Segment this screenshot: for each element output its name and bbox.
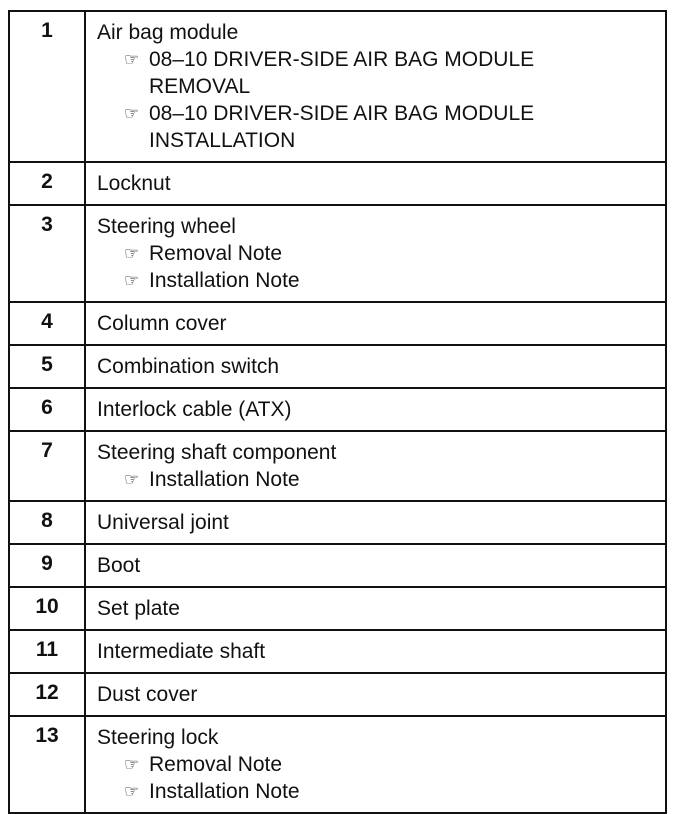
pointing-hand-icon: ☞: [124, 271, 140, 290]
table-row: [10, 162, 665, 205]
item-number: 1: [10, 12, 85, 162]
table-row: [10, 302, 665, 345]
reference-link[interactable]: [97, 751, 665, 778]
item-name: Boot: [97, 554, 141, 577]
item-name: Steering lock: [97, 726, 219, 749]
pointing-hand-icon: ☞: [124, 104, 140, 123]
item-number: 13: [10, 716, 85, 812]
table-row: [10, 587, 665, 630]
item-number: 8: [10, 501, 85, 544]
item-number: 9: [10, 544, 85, 587]
item-name: Dust cover: [97, 683, 198, 706]
reference-text: Installation Note: [149, 780, 300, 803]
table-row: [10, 673, 665, 716]
table-row: [10, 205, 665, 302]
item-number: 7: [10, 431, 85, 501]
pointing-hand-icon: ☞: [124, 50, 140, 69]
item-number: 11: [10, 630, 85, 673]
table-row: [10, 544, 665, 587]
pointing-hand-icon: ☞: [124, 244, 140, 263]
table-row: [10, 388, 665, 431]
item-name: Interlock cable (ATX): [97, 398, 292, 421]
reference-link[interactable]: [97, 46, 665, 100]
item-name: Universal joint: [97, 511, 229, 534]
item-number: 12: [10, 673, 85, 716]
reference-text: 08–10 DRIVER-SIDE AIR BAG MODULE REMOVAL: [149, 48, 535, 98]
table-row: [10, 716, 665, 812]
parts-table-body: [10, 12, 665, 812]
item-number: 4: [10, 302, 85, 345]
item-name: Steering shaft component: [97, 441, 337, 464]
reference-text: Removal Note: [149, 242, 283, 265]
parts-table: [10, 12, 665, 812]
table-row: [10, 630, 665, 673]
item-number: 6: [10, 388, 85, 431]
reference-link[interactable]: [97, 240, 665, 267]
item-name: Column cover: [97, 312, 227, 335]
reference-link[interactable]: [97, 267, 665, 294]
item-number: 2: [10, 162, 85, 205]
item-number: 10: [10, 587, 85, 630]
reference-text: Removal Note: [149, 753, 283, 776]
table-row: [10, 345, 665, 388]
reference-link[interactable]: [97, 466, 665, 493]
item-name: Combination switch: [97, 355, 280, 378]
item-number: 3: [10, 205, 85, 302]
item-name: Locknut: [97, 172, 171, 195]
table-row: [10, 12, 665, 162]
pointing-hand-icon: ☞: [124, 782, 140, 801]
parts-table-frame: [8, 10, 667, 814]
reference-text: 08–10 DRIVER-SIDE AIR BAG MODULE INSTALLATION: [149, 102, 535, 152]
reference-text: Installation Note: [149, 468, 300, 491]
reference-text: Installation Note: [149, 269, 300, 292]
item-name: Intermediate shaft: [97, 640, 266, 663]
table-row: [10, 501, 665, 544]
reference-link[interactable]: [97, 778, 665, 805]
item-name: Set plate: [97, 597, 180, 620]
item-name: Steering wheel: [97, 215, 236, 238]
reference-link[interactable]: [97, 100, 665, 154]
item-number: 5: [10, 345, 85, 388]
pointing-hand-icon: ☞: [124, 470, 140, 489]
pointing-hand-icon: ☞: [124, 755, 140, 774]
table-row: [10, 431, 665, 501]
item-name: Air bag module: [97, 21, 239, 44]
